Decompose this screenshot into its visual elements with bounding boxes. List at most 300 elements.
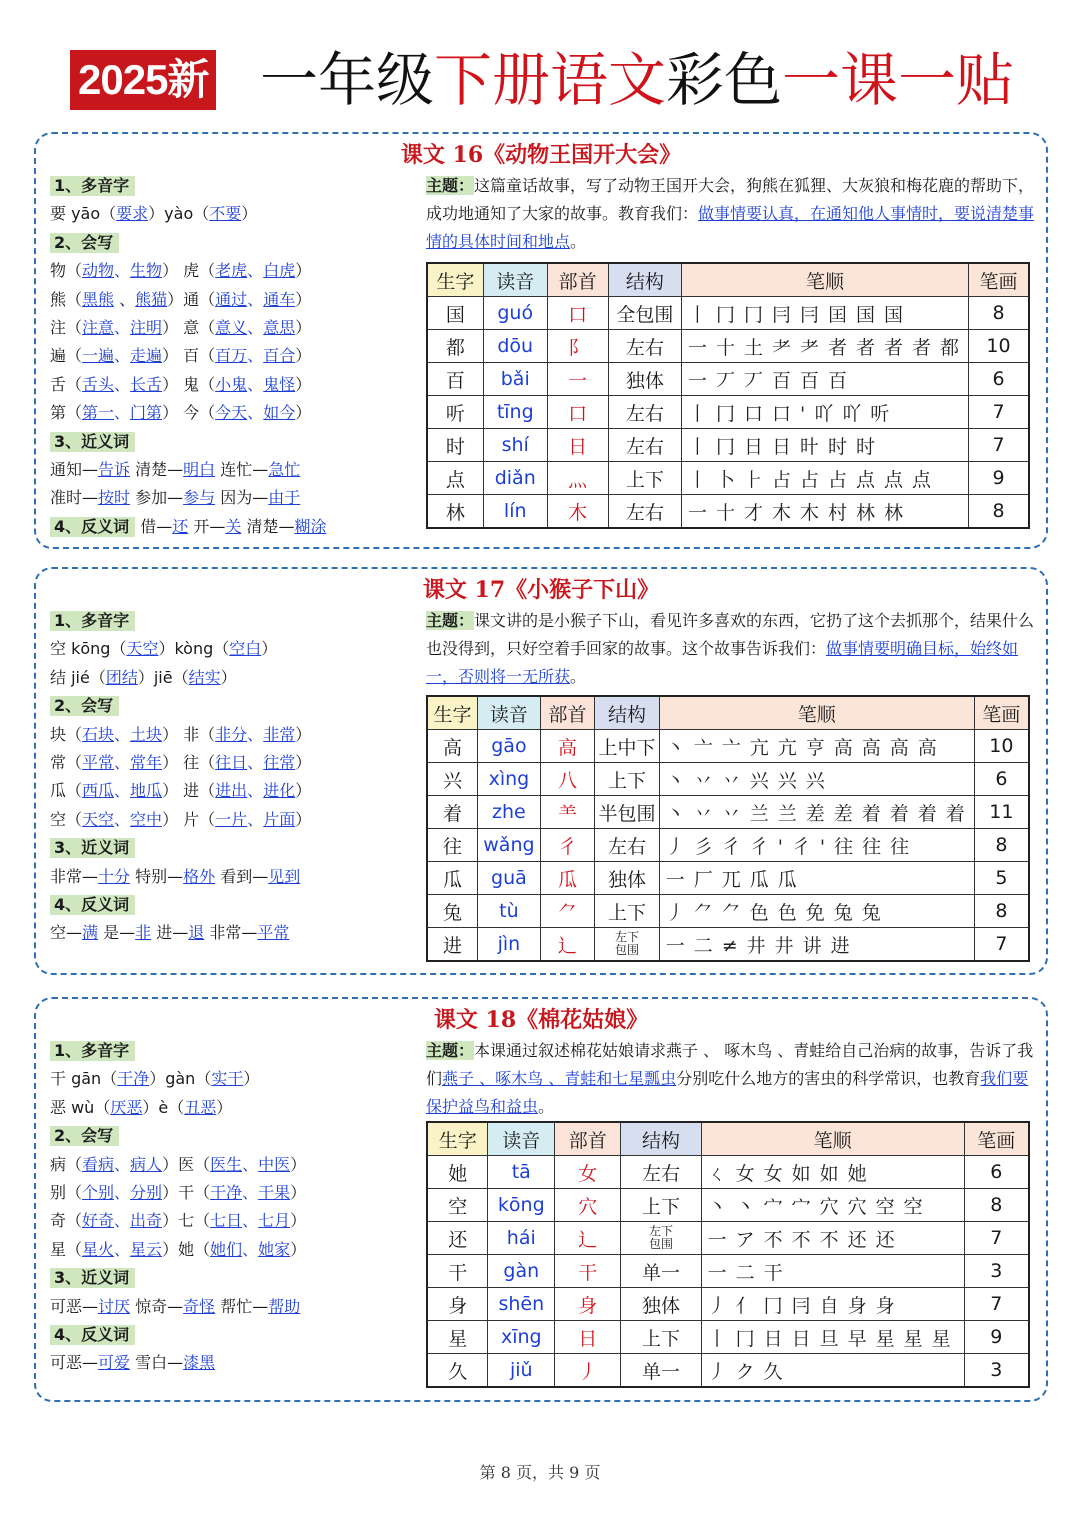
column-header: 结构 xyxy=(608,263,681,297)
section-heading-row xyxy=(50,891,410,919)
stroke-order-cell: 丿彡彳彳'彳'往往往 xyxy=(659,829,974,862)
section-heading-row xyxy=(50,1264,410,1292)
vocab-text: 注（ xyxy=(50,317,83,337)
table-row xyxy=(427,1156,1029,1189)
vocab-text: ）jiē（ xyxy=(137,667,189,687)
vocab-text: 非常— xyxy=(50,866,99,886)
theme-highlight: 燕子 、啄木鸟 、青蛙和七星瓢虫 xyxy=(442,1069,677,1088)
vocab-text: ） xyxy=(295,403,312,423)
radical-cell: 女 xyxy=(555,1156,621,1189)
vocab-word: 空白 xyxy=(229,639,262,659)
stroke-order-cell: 丨冂日日旦早星星星 xyxy=(701,1321,964,1354)
vocab-word: 常年 xyxy=(130,752,163,772)
vocab-text: 、 xyxy=(247,346,264,366)
vocab-text: 、 xyxy=(114,809,131,829)
stroke-count-cell: 8 xyxy=(974,829,1029,862)
table-header-row xyxy=(427,696,1029,730)
radical-cell: 高 xyxy=(540,730,594,763)
synonym-heading: 3、近义词 xyxy=(50,838,135,858)
vocab-text: 恶 wù（ xyxy=(50,1097,111,1117)
column-header: 读音 xyxy=(483,263,547,297)
vocab-word: 一遍 xyxy=(82,346,115,366)
synonym-heading: 3、近义词 xyxy=(50,1268,135,1288)
pinyin-cell: shí xyxy=(483,429,547,462)
column-header: 笔画 xyxy=(964,1122,1029,1156)
vocab-text: ） 片（ xyxy=(162,809,216,829)
stroke-count-cell: 7 xyxy=(969,429,1030,462)
vocab-word: 注意 xyxy=(82,317,115,337)
vocab-text: ） xyxy=(241,204,258,224)
radical-cell: 瓜 xyxy=(540,862,594,895)
radical-cell: 阝 xyxy=(547,330,608,363)
vocab-word: 见到 xyxy=(268,866,301,886)
title-part-1: 一年级 xyxy=(260,46,435,114)
table-row xyxy=(427,495,1029,529)
write-heading: 2、会写 xyxy=(50,1126,119,1146)
vocab-text: 奇（ xyxy=(50,1211,83,1231)
char-cell: 空 xyxy=(427,1189,488,1222)
vocab-word: 石块 xyxy=(82,724,115,744)
synonym-line xyxy=(50,863,410,891)
table-row xyxy=(427,796,1029,829)
antonym-heading: 4、反义词 xyxy=(50,895,135,915)
write-line xyxy=(50,1151,410,1179)
vocab-word: 中医 xyxy=(258,1154,291,1174)
vocab-text: 干 gān（ xyxy=(50,1069,118,1089)
char-cell: 点 xyxy=(427,462,483,495)
radical-cell: ⺷ xyxy=(540,796,594,829)
stroke-count-cell: 11 xyxy=(974,796,1029,829)
pinyin-cell: lín xyxy=(483,495,547,529)
vocab-text: 星（ xyxy=(50,1239,83,1259)
vocab-word: 出奇 xyxy=(130,1211,163,1231)
vocab-text: 、 xyxy=(247,261,264,281)
structure-cell: 左右 xyxy=(621,1156,701,1189)
vocab-word: 通过 xyxy=(215,289,248,309)
polyphonic-line xyxy=(50,1065,410,1093)
vocab-text: ） xyxy=(295,809,312,829)
pinyin-cell: gàn xyxy=(488,1255,555,1288)
radical-cell: ⺈ xyxy=(540,895,594,928)
vocab-word: 星云 xyxy=(130,1239,163,1259)
vocab-text: 、 xyxy=(247,403,264,423)
stroke-order-cell: 丶丷丷兰兰差差着着着着 xyxy=(659,796,974,829)
table-row xyxy=(427,928,1029,962)
stroke-order-cell: 丨冂冂冃冃囯国国 xyxy=(681,297,968,330)
pinyin-cell: tù xyxy=(477,895,540,928)
vocab-text: ） xyxy=(295,289,312,309)
pinyin-cell: kōng xyxy=(488,1189,555,1222)
vocab-word: 十分 xyxy=(98,866,131,886)
vocab-text: 、 xyxy=(247,317,264,337)
table-header-row xyxy=(427,263,1029,297)
vocab-text: 、 xyxy=(114,1239,131,1259)
radical-cell: 日 xyxy=(555,1321,621,1354)
vocab-text: 结 jié（ xyxy=(50,667,106,687)
vocab-text: ）è（ xyxy=(142,1097,185,1117)
write-heading: 2、会写 xyxy=(50,696,119,716)
table-row xyxy=(427,396,1029,429)
structure-cell: 左右 xyxy=(595,829,660,862)
antonym-line xyxy=(50,919,410,947)
synonym-line xyxy=(50,484,410,512)
pinyin-cell: shēn xyxy=(488,1288,555,1321)
vocab-word: 病人 xyxy=(130,1154,163,1174)
vocab-text: 、 xyxy=(114,403,131,423)
stroke-order-cell: 丨卜⺊占占占点点点 xyxy=(681,462,968,495)
stroke-order-cell: 一丆丆百百百 xyxy=(681,363,968,396)
theme-highlight: 我们要保护益鸟和益虫 xyxy=(426,1069,1029,1116)
vocab-text: 、 xyxy=(242,1239,259,1259)
vocab-text: 空— xyxy=(50,923,83,943)
vocab-text: 可恶— xyxy=(50,1353,99,1373)
vocab-text: 舌（ xyxy=(50,374,83,394)
vocab-text: 遍（ xyxy=(50,346,83,366)
stroke-count-cell: 7 xyxy=(964,1222,1029,1255)
vocab-text: ） xyxy=(295,724,312,744)
vocab-text: ） xyxy=(295,346,312,366)
radical-cell: 一 xyxy=(547,363,608,396)
stroke-count-cell: 10 xyxy=(974,730,1029,763)
structure-cell: 独体 xyxy=(608,363,681,396)
vocab-text: 进— xyxy=(151,923,189,943)
vocab-word: 黑熊 xyxy=(82,289,115,309)
radical-cell: 口 xyxy=(547,297,608,330)
vocab-word: 平常 xyxy=(257,923,290,943)
vocab-text: ） xyxy=(290,1211,307,1231)
antonym-line xyxy=(50,1349,410,1377)
character-table xyxy=(426,695,1030,962)
char-cell: 往 xyxy=(427,829,477,862)
section-heading-row xyxy=(50,1122,410,1150)
column-header: 笔顺 xyxy=(701,1122,964,1156)
vocab-text: 空（ xyxy=(50,809,83,829)
write-line xyxy=(50,257,410,285)
vocab-text: 、 xyxy=(247,781,264,801)
theme-label: 主题： xyxy=(426,1041,475,1060)
vocab-word: 看病 xyxy=(82,1154,115,1174)
table-row xyxy=(427,763,1029,796)
vocab-word: 百万 xyxy=(215,346,248,366)
radical-cell: 身 xyxy=(555,1288,621,1321)
vocab-text: ） xyxy=(261,639,278,659)
vocab-text: ） xyxy=(295,752,312,772)
vocab-word: 七日 xyxy=(210,1211,243,1231)
write-line xyxy=(50,777,410,805)
stroke-order-cell: 一ア不不不还还 xyxy=(701,1222,964,1255)
theme-end: 。 xyxy=(570,232,587,251)
vocab-text: ） 今（ xyxy=(162,403,216,423)
char-cell: 百 xyxy=(427,363,483,396)
lesson-title: 课文 18《棉花姑娘》 xyxy=(433,1007,649,1033)
theme-label: 主题： xyxy=(426,611,475,630)
vocab-text: 、 xyxy=(114,781,131,801)
write-line xyxy=(50,371,410,399)
stroke-order-cell: 丶丶宀宀穴穴空空 xyxy=(701,1189,964,1222)
title-part-4: 一课一贴 xyxy=(782,46,1015,114)
vocab-word: 团结 xyxy=(105,667,138,687)
vocab-text: 、 xyxy=(242,1182,259,1202)
vocab-word: 漆黑 xyxy=(183,1353,216,1373)
table-row xyxy=(427,1354,1029,1388)
stroke-order-cell: 一十土耂耂者者者者都 xyxy=(681,330,968,363)
stroke-order-cell: 一十才木木村林林 xyxy=(681,495,968,529)
vocab-word: 丑恶 xyxy=(184,1097,217,1117)
vocab-text: 通知— xyxy=(50,459,99,479)
pinyin-cell: bǎi xyxy=(483,363,547,396)
vocab-text: 、 xyxy=(242,1154,259,1174)
year-badge: 2025新 xyxy=(70,50,216,110)
section-heading-row xyxy=(50,607,410,635)
vocab-word: 鬼怪 xyxy=(263,374,296,394)
structure-cell: 上中下 xyxy=(595,730,660,763)
theme-body: 这篇童话故事，写了动物王国开大会，狗熊在狐狸、大灰狼和梅花鹿的帮助下，成功地通知了大家的故事。教育我们： xyxy=(426,176,1035,223)
stroke-count-cell: 8 xyxy=(974,895,1029,928)
section-heading-row xyxy=(50,834,410,862)
table-header-row xyxy=(427,1122,1029,1156)
vocab-text: 、 xyxy=(114,374,131,394)
vocab-word: 满 xyxy=(82,923,99,943)
section-heading-row xyxy=(50,692,410,720)
write-line xyxy=(50,1179,410,1207)
vocab-word: 还 xyxy=(172,516,189,536)
column-header: 生字 xyxy=(427,1122,488,1156)
structure-cell xyxy=(621,1222,701,1255)
column-header: 读音 xyxy=(488,1122,555,1156)
vocab-panel xyxy=(50,1037,410,1378)
vocab-text: 清楚— xyxy=(241,516,295,536)
vocab-text: ）医（ xyxy=(162,1154,211,1174)
char-cell: 听 xyxy=(427,396,483,429)
vocab-text: ） xyxy=(295,781,312,801)
pinyin-cell: guā xyxy=(477,862,540,895)
antonym-line xyxy=(50,513,410,541)
section-heading-row xyxy=(50,229,410,257)
vocab-text: 、 xyxy=(247,724,264,744)
vocab-word: 注明 xyxy=(130,317,163,337)
vocab-text: 别（ xyxy=(50,1182,83,1202)
structure-cell: 单一 xyxy=(621,1354,701,1388)
vocab-word: 干果 xyxy=(258,1182,291,1202)
structure-cell: 上下 xyxy=(595,763,660,796)
vocab-word: 熊猫 xyxy=(135,289,168,309)
char-cell: 瓜 xyxy=(427,862,477,895)
column-header: 部首 xyxy=(555,1122,621,1156)
lesson-18-card xyxy=(34,997,1048,1402)
table-row xyxy=(427,1255,1029,1288)
table-row xyxy=(427,862,1029,895)
vocab-word: 长舌 xyxy=(130,374,163,394)
vocab-text: ）七（ xyxy=(162,1211,211,1231)
theme-highlight: 做事情要认真，在通知他人事情时，要说清楚事情的具体时间和地点 xyxy=(426,204,1035,251)
vocab-word: 好奇 xyxy=(82,1211,115,1231)
vocab-word: 舌头 xyxy=(82,374,115,394)
radical-cell: 八 xyxy=(540,763,594,796)
char-cell: 她 xyxy=(427,1156,488,1189)
vocab-word: 星火 xyxy=(82,1239,115,1259)
vocab-word: 白虎 xyxy=(263,261,296,281)
vocab-panel xyxy=(50,172,410,541)
vocab-text: 瓜（ xyxy=(50,781,83,801)
vocab-word: 可爱 xyxy=(98,1353,131,1373)
char-cell: 国 xyxy=(427,297,483,330)
vocab-text: 可恶— xyxy=(50,1296,99,1316)
vocab-text: ） 进（ xyxy=(162,781,216,801)
theme-text xyxy=(426,1037,1036,1121)
vocab-word: 她们 xyxy=(210,1239,243,1259)
pinyin-cell: guó xyxy=(483,297,547,330)
vocab-text: ）通（ xyxy=(167,289,216,309)
vocab-word: 往日 xyxy=(215,752,248,772)
antonym-heading: 4、反义词 xyxy=(50,517,135,537)
stroke-count-cell: 3 xyxy=(964,1255,1029,1288)
table-row xyxy=(427,829,1029,862)
vocab-text: 、 xyxy=(114,1154,131,1174)
vocab-word: 非常 xyxy=(263,724,296,744)
vocab-word: 往常 xyxy=(263,752,296,772)
column-header: 笔顺 xyxy=(681,263,968,297)
character-table xyxy=(426,262,1030,529)
structure-line: 左下 xyxy=(649,1224,674,1238)
vocab-word: 西瓜 xyxy=(82,781,115,801)
synonym-line xyxy=(50,456,410,484)
vocab-word: 七月 xyxy=(258,1211,291,1231)
structure-cell: 上下 xyxy=(621,1321,701,1354)
vocab-text: 、 xyxy=(114,289,136,309)
write-line xyxy=(50,1236,410,1264)
vocab-word: 退 xyxy=(188,923,205,943)
vocab-word: 土块 xyxy=(130,724,163,744)
section-heading-row xyxy=(50,428,410,456)
vocab-text: ） xyxy=(243,1069,260,1089)
vocab-word: 实干 xyxy=(211,1069,244,1089)
char-cell: 兔 xyxy=(427,895,477,928)
synonym-line xyxy=(50,1293,410,1321)
title-part-3: 彩色 xyxy=(666,46,783,114)
stroke-order-cell: ㄑ女女如如她 xyxy=(701,1156,964,1189)
vocab-word: 急忙 xyxy=(268,459,301,479)
vocab-word: 结实 xyxy=(188,667,221,687)
column-header: 生字 xyxy=(427,263,483,297)
lesson-16-card xyxy=(34,132,1048,549)
antonym-heading: 4、反义词 xyxy=(50,1325,135,1345)
write-heading: 2、会写 xyxy=(50,233,119,253)
vocab-word: 平常 xyxy=(82,752,115,772)
structure-line: 包围 xyxy=(649,1237,674,1251)
vocab-text: 清楚— xyxy=(130,459,184,479)
vocab-word: 参与 xyxy=(183,488,216,508)
section-heading-row xyxy=(50,1037,410,1065)
vocab-text: ） 非（ xyxy=(162,724,216,744)
structure-line: 左下 xyxy=(614,930,639,944)
stroke-count-cell: 8 xyxy=(969,297,1030,330)
vocab-word: 非 xyxy=(135,923,152,943)
write-line xyxy=(50,342,410,370)
stroke-order-cell: 丿ク久 xyxy=(701,1354,964,1388)
table-row xyxy=(427,1288,1029,1321)
radical-cell: 辶 xyxy=(540,928,594,962)
table-row xyxy=(427,895,1029,928)
stroke-order-cell: 一厂兀瓜瓜 xyxy=(659,862,974,895)
column-header: 生字 xyxy=(427,696,477,730)
character-table xyxy=(426,1121,1030,1388)
stroke-count-cell: 6 xyxy=(969,363,1030,396)
polyphonic-line xyxy=(50,635,410,663)
vocab-text: 、 xyxy=(247,809,264,829)
vocab-text: 借— xyxy=(135,516,173,536)
stroke-order-cell: 一二干 xyxy=(701,1255,964,1288)
radical-cell: 彳 xyxy=(540,829,594,862)
vocab-word: 小鬼 xyxy=(215,374,248,394)
vocab-word: 告诉 xyxy=(98,459,131,479)
table-row xyxy=(427,1222,1029,1255)
vocab-word: 地瓜 xyxy=(130,781,163,801)
stroke-count-cell: 8 xyxy=(969,495,1030,529)
table-row xyxy=(427,730,1029,763)
vocab-text: 、 xyxy=(114,346,131,366)
vocab-text: 、 xyxy=(114,1182,131,1202)
theme-body: 课文讲的是小猴子下山，看见许多喜欢的东西，它扔了这个去抓那个，结果什么也没得到，只好空着手回家的故事。这个故事告诉我们： xyxy=(426,611,1035,658)
theme-end: 。 xyxy=(570,667,587,686)
vocab-text: 、 xyxy=(114,317,131,337)
column-header: 部首 xyxy=(547,263,608,297)
vocab-text: 、 xyxy=(114,261,131,281)
polyphonic-heading: 1、多音字 xyxy=(50,176,135,196)
vocab-word: 不要 xyxy=(209,204,242,224)
char-cell: 兴 xyxy=(427,763,477,796)
char-cell: 林 xyxy=(427,495,483,529)
vocab-text: 物（ xyxy=(50,261,83,281)
vocab-text: ） xyxy=(216,1097,233,1117)
lesson-title: 课文 17《小猴子下山》 xyxy=(422,577,660,603)
structure-cell: 左右 xyxy=(608,330,681,363)
vocab-word: 天空 xyxy=(82,809,115,829)
vocab-word: 非分 xyxy=(215,724,248,744)
vocab-text: ）干（ xyxy=(162,1182,211,1202)
pinyin-cell: gāo xyxy=(477,730,540,763)
vocab-text: 因为— xyxy=(215,488,269,508)
vocab-word: 天空 xyxy=(126,639,159,659)
stroke-order-cell: 丨冂日日旪时时 xyxy=(681,429,968,462)
stroke-count-cell: 5 xyxy=(974,862,1029,895)
column-header: 笔画 xyxy=(974,696,1029,730)
vocab-word: 医生 xyxy=(210,1154,243,1174)
pinyin-cell: tā xyxy=(488,1156,555,1189)
theme-body: 分别吃什么地方的害虫的科学常识，也教育 xyxy=(676,1069,981,1088)
lesson-17-card xyxy=(34,567,1048,975)
stroke-count-cell: 8 xyxy=(964,1189,1029,1222)
radical-cell: 辶 xyxy=(555,1222,621,1255)
column-header: 结构 xyxy=(595,696,660,730)
vocab-word: 进出 xyxy=(215,781,248,801)
vocab-word: 动物 xyxy=(82,261,115,281)
stroke-order-cell: 一二≠井井讲进 xyxy=(659,928,974,962)
vocab-word: 一片 xyxy=(215,809,248,829)
structure-cell: 上下 xyxy=(621,1189,701,1222)
theme-highlight: 做事情要明确目标，始终如一，否则将一无所获 xyxy=(426,639,1019,686)
structure-cell: 上下 xyxy=(608,462,681,495)
write-line xyxy=(50,314,410,342)
theme-label: 主题： xyxy=(426,176,475,195)
section-heading-row xyxy=(50,172,410,200)
vocab-word: 空中 xyxy=(130,809,163,829)
vocab-word: 她家 xyxy=(258,1239,291,1259)
structure-cell: 全包围 xyxy=(608,297,681,330)
vocab-word: 个别 xyxy=(82,1182,115,1202)
column-header: 结构 xyxy=(621,1122,701,1156)
vocab-word: 干净 xyxy=(117,1069,150,1089)
pinyin-cell: jiǔ xyxy=(488,1354,555,1388)
